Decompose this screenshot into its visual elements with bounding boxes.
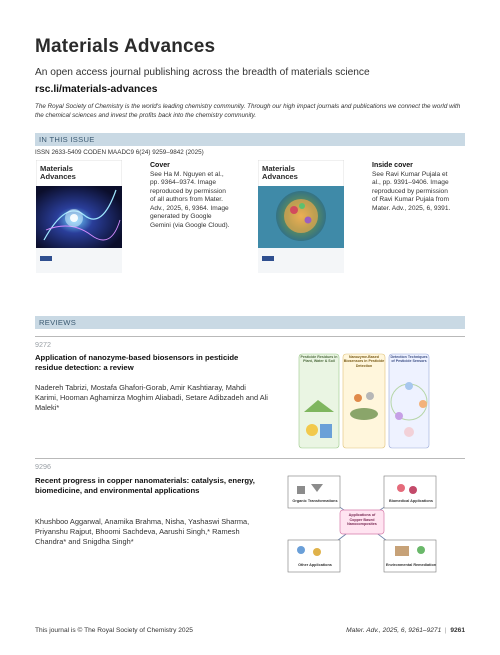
- article-page-number: 9296: [35, 462, 51, 471]
- article-authors: Nadereh Tabrizi, Mostafa Ghafori-Gorab, Amir Kashtiaray, Mahdi Karimi, Hooman Aghamirza Moghim Aliabadi, Setare Adibzadeh and Ali Maleki*: [35, 383, 268, 412]
- article-page-number: 9272: [35, 340, 51, 349]
- toc-label-biomedical: Biomedical Applications: [389, 499, 433, 503]
- toc-label-3: Detection Techniques of Pesticide Sensors: [390, 355, 428, 364]
- article-divider: [35, 458, 465, 459]
- intro-text: The Royal Society of Chemistry is the world's leading chemistry community. Through our high impact journals and publications we connect the world with the chemical sciences and invest the profits back into the chemistry community.: [35, 103, 461, 120]
- article-divider: [35, 336, 465, 337]
- issn-line: ISSN 2633-5409 CODEN MAADC9 6(24) 9259–9842 (2025): [35, 149, 204, 156]
- toc-label-1: Pesticide Residues in Plant, Water & Soil: [300, 355, 338, 364]
- cover-mini-title: Materials Advances: [40, 164, 76, 181]
- article-authors: Khushboo Aggarwal, Anamika Brahma, Nisha, Yashaswi Sharma, Priyanshu Rajput, Bhoomi Sachdeva, Aarushi Singh,* Ramesh Chandra* and Snigdha Singh*: [35, 517, 250, 546]
- inside-cover-caption: [372, 162, 452, 213]
- toc-label-environmental: Environmental Remediation: [385, 563, 437, 567]
- inside-cover-label: Inside cover: [372, 162, 413, 169]
- journal-url[interactable]: rsc.li/materials-advances: [35, 84, 158, 95]
- inside-cover-caption-text: See Ravi Kumar Pujala et al., pp. 9391–9406. Image reproduced by permission of Ravi Kumar Pujala from Mater. Adv., 2025, 6, 9391.: [372, 170, 451, 212]
- in-this-issue-heading: IN THIS ISSUE: [39, 135, 95, 144]
- footer-copyright: This journal is © The Royal Society of Chemistry 2025: [35, 627, 193, 634]
- toc-label-organic: Organic Transformations: [292, 499, 338, 503]
- inside-cover-mini-title: Materials Advances: [262, 164, 298, 181]
- toc-label-other: Other Applications: [298, 563, 332, 567]
- in-this-issue-bar: [35, 133, 465, 146]
- reviews-bar: [35, 316, 465, 329]
- toc-label-center: Applications of Copper Based Nanocomposites: [347, 513, 377, 527]
- footer-page-number: 9261: [450, 627, 465, 634]
- toc-label-2: Nanozyme-Based Biosensors in Pesticide Detection: [343, 355, 385, 368]
- cover-caption-text: See Ha M. Nguyen et al., pp. 9364–9374. Image reproduced by permission of all authors from Mater. Adv., 2025, 6, 9364. Image generated by Google Gemini (via Google Cloud).: [150, 170, 230, 229]
- journal-tagline: An open access journal publishing across the breadth of materials science: [35, 67, 370, 78]
- reviews-heading: REVIEWS: [39, 318, 77, 327]
- article-title[interactable]: Recent progress in copper nanomaterials: catalysis, energy, biomedicine, and environmental applications: [35, 476, 255, 496]
- article-title[interactable]: Application of nanozyme-based biosensors in pesticide residue detection: a review: [35, 353, 239, 373]
- article-toc-graphic[interactable]: [283, 470, 441, 587]
- journal-title: Materials Advances: [35, 36, 216, 57]
- cover-caption: [150, 162, 230, 230]
- cover-label: Cover: [150, 162, 170, 169]
- footer-citation: Mater. Adv., 2025, 6, 9261–9271 | 9261: [346, 627, 465, 634]
- footer-citation-text: Mater. Adv., 2025, 6, 9261–9271: [346, 627, 442, 634]
